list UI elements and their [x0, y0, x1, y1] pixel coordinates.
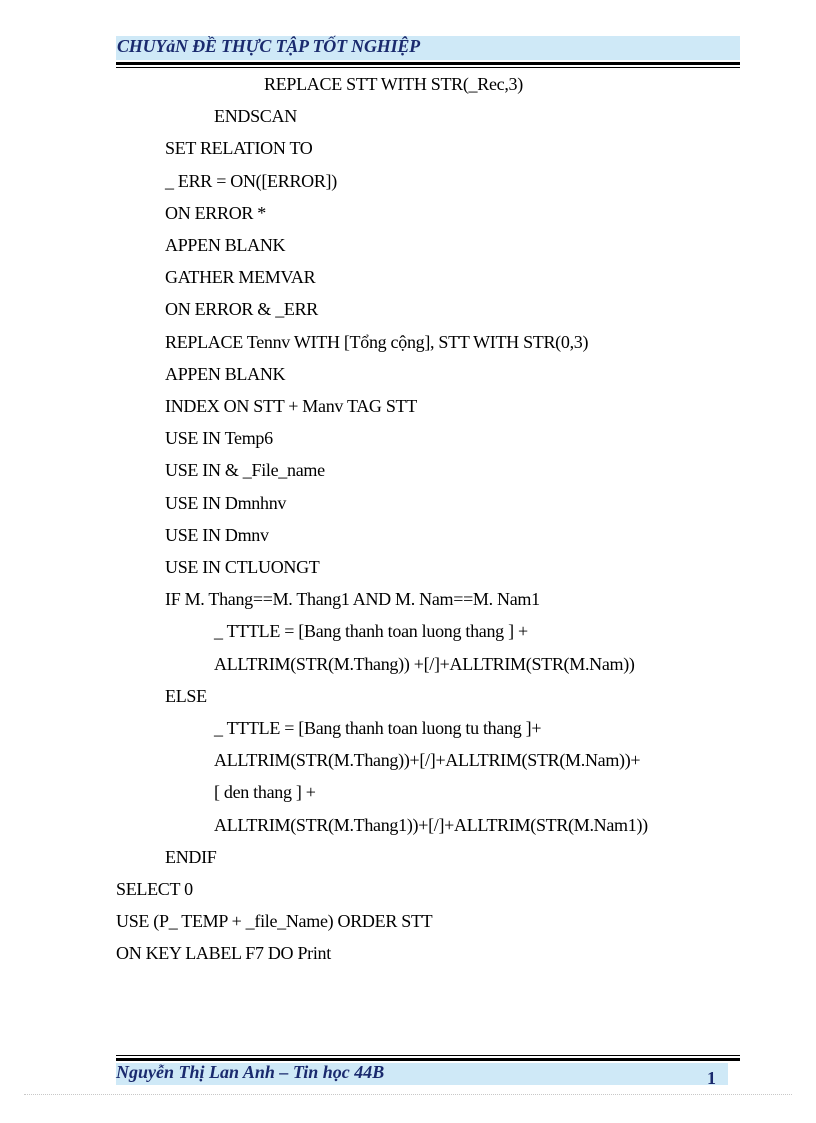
code-line: USE IN Dmnv: [165, 524, 269, 545]
header-rule-thick: [116, 62, 740, 65]
code-line: ELSE: [165, 685, 207, 706]
code-line: ON ERROR *: [165, 202, 267, 223]
code-line: IF M. Thang==M. Thang1 AND M. Nam==M. Nam1: [165, 589, 540, 610]
code-line: _ ERR = ON([ERROR]): [165, 170, 337, 191]
code-line: ON ERROR & _ERR: [165, 299, 319, 320]
code-line: USE IN Dmnhnv: [165, 492, 287, 513]
code-line: SELECT 0: [116, 879, 193, 899]
page-bottom-divider: [24, 1094, 792, 1095]
code-line: USE IN CTLUONGT: [165, 557, 320, 577]
code-line: ENDSCAN: [214, 106, 297, 127]
code-line: USE (P_ TEMP + _file_Name) ORDER STT: [116, 911, 433, 932]
code-line: REPLACE Tennv WITH [Tổng cộng], STT WITH STR(0,3): [165, 331, 589, 352]
code-line: GATHER MEMVAR: [165, 267, 316, 288]
code-line: [ den thang ] +: [214, 782, 316, 803]
code-line: ENDIF: [165, 846, 217, 867]
code-line: ALLTRIM(STR(M.Thang))+[/]+ALLTRIM(STR(M.Nam))+: [214, 750, 641, 771]
code-line: ALLTRIM(STR(M.Thang1))+[/]+ALLTRIM(STR(M.Nam1)): [214, 814, 648, 835]
page-number: 1: [707, 1068, 716, 1088]
code-line: USE IN Temp6: [165, 428, 273, 449]
footer-rule-thin: [116, 1055, 740, 1056]
code-line: ON KEY LABEL F7 DO Print: [116, 943, 331, 964]
footer-author: Nguyễn Thị Lan Anh – Tin học 44B: [116, 1062, 385, 1082]
header-rule-thin: [116, 67, 740, 68]
code-line: INDEX ON STT + Manv TAG STT: [165, 396, 417, 416]
code-line: SET RELATION TO: [165, 138, 313, 159]
code-line: USE IN & _File_name: [165, 460, 325, 481]
code-line: _ TTTLE = [Bang thanh toan luong thang ] +: [214, 621, 528, 642]
footer-rule-thick: [116, 1058, 740, 1061]
page-header-title: CHUYảN ĐỀ THỰC TẬP TỐT NGHIỆP: [117, 36, 420, 56]
code-line: ALLTRIM(STR(M.Thang)) +[/]+ALLTRIM(STR(M.Nam)): [214, 653, 635, 674]
code-line: REPLACE STT WITH STR(_Rec,3): [264, 74, 523, 94]
code-line: _ TTTLE = [Bang thanh toan luong tu thang ]+: [214, 718, 542, 738]
code-line: APPEN BLANK: [165, 363, 286, 384]
code-line: APPEN BLANK: [165, 235, 286, 255]
